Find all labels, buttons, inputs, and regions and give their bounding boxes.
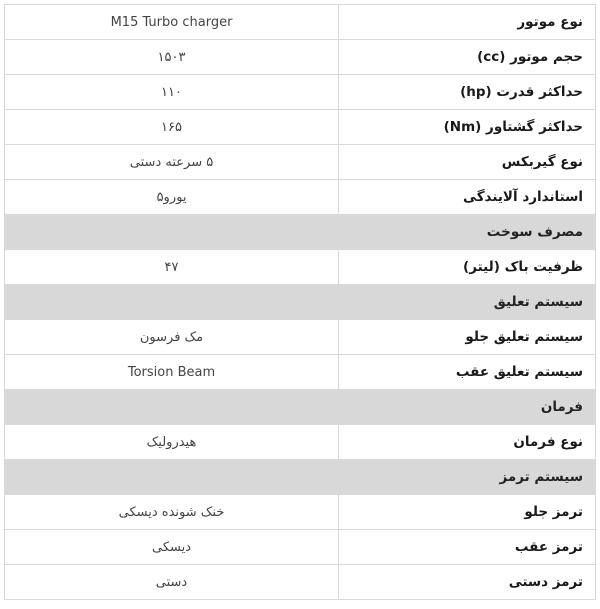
table-row bbox=[5, 320, 596, 355]
row-label: ظرفیت باک (لیتر) bbox=[339, 250, 596, 285]
row-label: حداکثر گشتاور (Nm) bbox=[339, 110, 596, 145]
section-header-row bbox=[5, 285, 596, 320]
row-label: نوع موتور bbox=[339, 5, 596, 40]
row-label: حجم موتور (cc) bbox=[339, 40, 596, 75]
row-value: خنک شونده دیسکی bbox=[5, 495, 339, 530]
row-label: سیستم تعلیق عقب bbox=[339, 355, 596, 390]
section-header-row bbox=[5, 390, 596, 425]
spec-table-container bbox=[4, 4, 596, 600]
row-value: M15 Turbo charger bbox=[5, 5, 339, 40]
table-row bbox=[5, 425, 596, 460]
row-value: یورو۵ bbox=[5, 180, 339, 215]
table-row bbox=[5, 145, 596, 180]
table-row bbox=[5, 250, 596, 285]
row-value: ۵ سرعته دستی bbox=[5, 145, 339, 180]
section-header: سیستم ترمز bbox=[5, 460, 596, 495]
row-label: حداکثر قدرت (hp) bbox=[339, 75, 596, 110]
row-value: هیدرولیک bbox=[5, 425, 339, 460]
row-label: ترمز جلو bbox=[339, 495, 596, 530]
table-row bbox=[5, 110, 596, 145]
table-row bbox=[5, 5, 596, 40]
row-label: استاندارد آلایندگی bbox=[339, 180, 596, 215]
row-label: ترمز عقب bbox=[339, 530, 596, 565]
row-value: مک فرسون bbox=[5, 320, 339, 355]
table-row bbox=[5, 530, 596, 565]
section-header-row bbox=[5, 215, 596, 250]
section-header-row bbox=[5, 460, 596, 495]
table-row bbox=[5, 495, 596, 530]
table-row bbox=[5, 75, 596, 110]
table-row bbox=[5, 565, 596, 600]
row-label: سیستم تعلیق جلو bbox=[339, 320, 596, 355]
row-value: ۱۶۵ bbox=[5, 110, 339, 145]
section-header: مصرف سوخت bbox=[5, 215, 596, 250]
row-value: ۱۱۰ bbox=[5, 75, 339, 110]
table-row bbox=[5, 180, 596, 215]
section-header: سیستم تعلیق bbox=[5, 285, 596, 320]
table-row bbox=[5, 40, 596, 75]
row-value: ۱۵۰۳ bbox=[5, 40, 339, 75]
row-value: ۴۷ bbox=[5, 250, 339, 285]
row-label: نوع فرمان bbox=[339, 425, 596, 460]
table-row bbox=[5, 355, 596, 390]
row-value: Torsion Beam bbox=[5, 355, 339, 390]
row-label: ترمز دستی bbox=[339, 565, 596, 600]
section-header: فرمان bbox=[5, 390, 596, 425]
spec-table bbox=[4, 4, 596, 600]
row-value: دیسکی bbox=[5, 530, 339, 565]
row-label: نوع گیربکس bbox=[339, 145, 596, 180]
row-value: دستی bbox=[5, 565, 339, 600]
